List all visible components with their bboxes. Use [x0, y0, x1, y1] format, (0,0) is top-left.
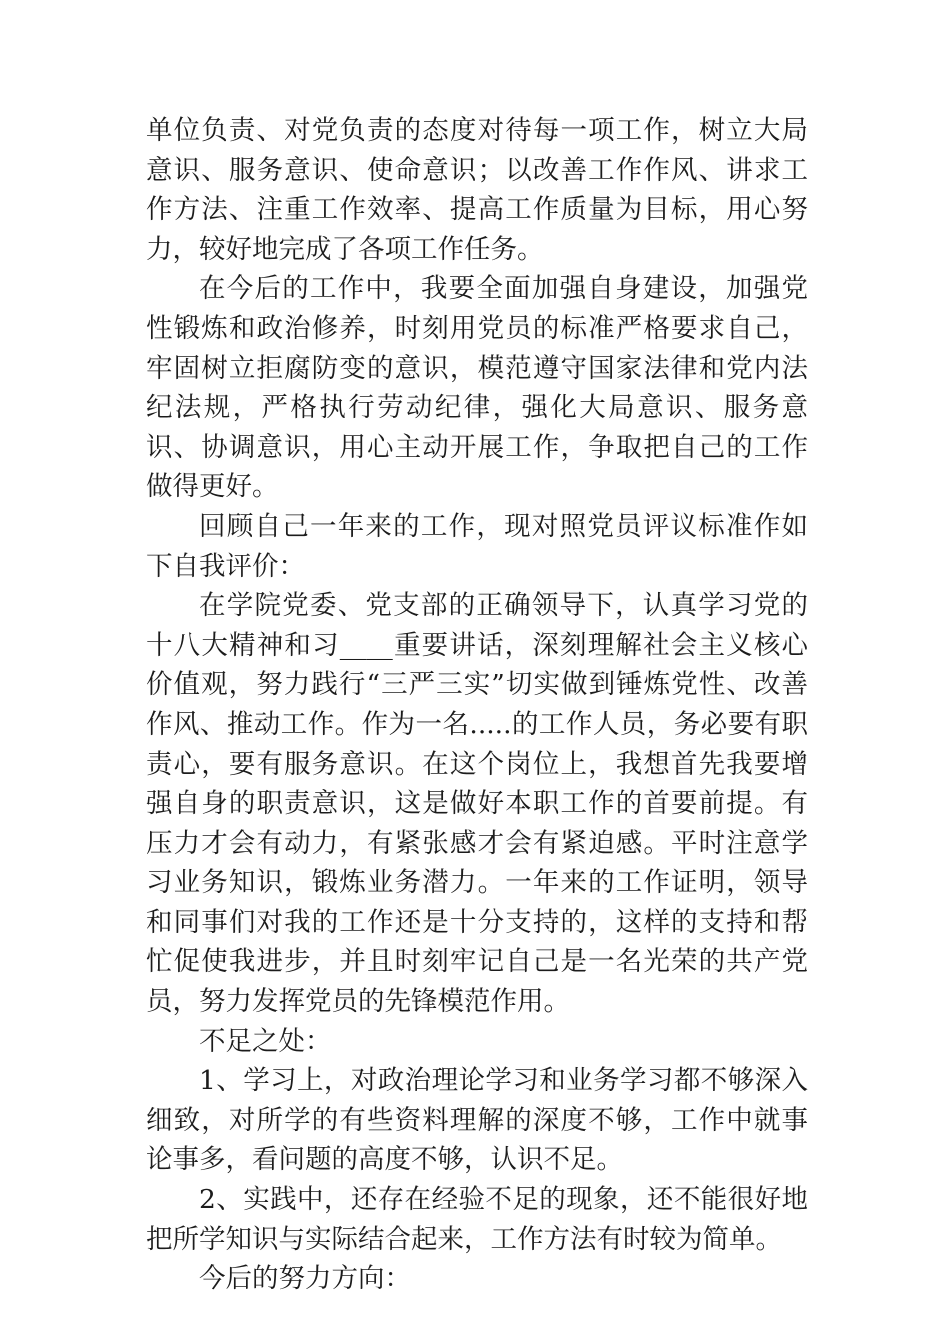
- paragraph-3: 回顾自己一年来的工作，现对照党员评议标准作如下自我评价：: [146, 510, 808, 582]
- document-body: [146, 111, 808, 1299]
- paragraph-heading-future-direction: 今后的努力方向：: [199, 1263, 411, 1295]
- paragraph-4: 在学院党委、党支部的正确领导下，认真学习党的十八大精神和习____重要讲话，深刻理解社会主义核心价值观，努力践行“三严三实”切实做到锤炼党性、改善作风、推动工作。作为一名.....的工作人员，务必要有职责心，要有服务意识。在这个岗位上，我想首先我要增强自身的职责意识，这是做好本职工作的首要前提。有压力才会有动力，有紧张感才会有紧迫感。平时注意学习业务知识，锻炼业务潜力。一年来的工作证明，领导和同事们对我的工作还是十分支持的，这样的支持和帮忙促使我进步，并且时刻牢记自己是一名光荣的共产党员，努力发挥党员的先锋模范作用。: [146, 590, 808, 1018]
- paragraph-shortcoming-1: 1、学习上，对政治理论学习和业务学习都不够深入细致，对所学的有些资料理解的深度不够，工作中就事论事多，看问题的高度不够，认识不足。: [146, 1065, 808, 1176]
- paragraph-shortcoming-2: 2、实践中，还存在经验不足的现象，还不能很好地把所学知识与实际结合起来，工作方法有时较为简单。: [146, 1184, 808, 1255]
- paragraph-1: 单位负责、对党负责的态度对待每一项工作，树立大局意识、服务意识、使命意识；以改善工作作风、讲求工作方法、注重工作效率、提高工作质量为目标，用心努力，较好地完成了各项工作任务。: [146, 115, 808, 265]
- paragraph-2: 在今后的工作中，我要全面加强自身建设，加强党性锻炼和政治修养，时刻用党员的标准严格要求自己，牢固树立拒腐防变的意识，模范遵守国家法律和党内法纪法规，严格执行劳动纪律，强化大局意识、服务意识、协调意识，用心主动开展工作，争取把自己的工作做得更好。: [146, 273, 808, 503]
- paragraph-heading-shortcomings: 不足之处：: [199, 1025, 332, 1057]
